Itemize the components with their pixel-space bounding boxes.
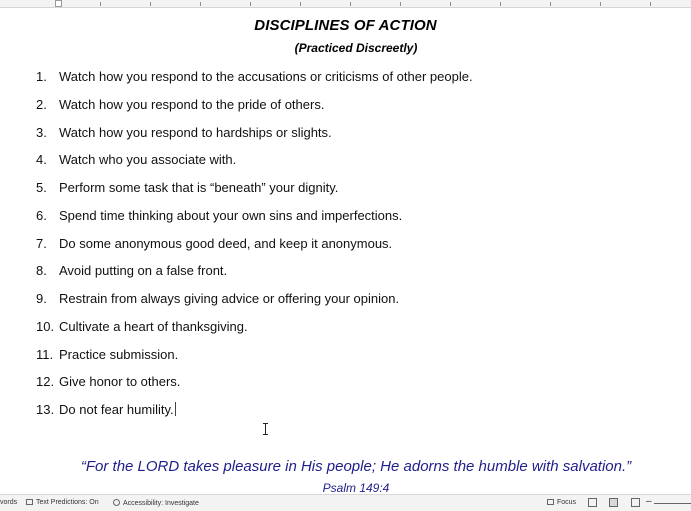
list-item-text: Perform some task that is “beneath” your dignity.: [59, 180, 339, 195]
accessibility-label: Accessibility: Investigate: [123, 500, 199, 507]
list-item-text: Cultivate a heart of thanksgiving.: [59, 318, 248, 334]
document-title: DISCIPLINES OF ACTION: [254, 17, 437, 34]
ruler: [0, 0, 691, 8]
list-item[interactable]: [36, 180, 473, 208]
text-predictions-status[interactable]: [26, 499, 99, 506]
list-item[interactable]: [36, 125, 473, 153]
ruler-tick: [150, 2, 151, 6]
list-item[interactable]: [36, 69, 473, 97]
list-item-number: 8.: [36, 263, 47, 279]
text-predictions-label: Text Predictions: On: [36, 499, 99, 506]
ruler-tick: [250, 2, 251, 6]
list-item[interactable]: [36, 263, 473, 291]
list-item-number: 13.: [36, 402, 55, 417]
text-caret: [175, 402, 176, 416]
list-item-number: 12.: [36, 374, 55, 390]
ibeam-cursor-icon: [262, 423, 270, 435]
ruler-tick: [300, 2, 301, 6]
list-item[interactable]: [36, 208, 473, 236]
list-item-number: 3.: [36, 124, 47, 140]
ruler-tick: [400, 2, 401, 6]
list-item-number: 11.: [36, 346, 54, 362]
list-item[interactable]: [36, 347, 473, 375]
list-item-text: Watch how you respond to hardships or slights.: [59, 124, 332, 140]
web-layout-view-button[interactable]: [631, 498, 640, 507]
zoom-out-button[interactable]: –: [646, 496, 652, 507]
list-item-text: Watch who you associate with.: [59, 152, 237, 168]
list-item-number: 5.: [36, 180, 47, 195]
list-item-text: Do not fear humility.: [59, 402, 174, 417]
accessibility-status[interactable]: [113, 499, 199, 507]
list-item[interactable]: [36, 152, 473, 180]
focus-icon: [547, 499, 554, 505]
list-item-text: Watch how you respond to the pride of others.: [59, 96, 325, 112]
ruler-tick: [600, 2, 601, 6]
list-item[interactable]: [36, 319, 473, 347]
list-item-number: 7.: [36, 235, 47, 251]
text-predictions-icon: [26, 499, 33, 505]
list-item-number: 6.: [36, 207, 47, 223]
list-item-number: 1.: [36, 69, 47, 84]
focus-mode-button[interactable]: [547, 499, 576, 506]
document-page[interactable]: [0, 8, 691, 494]
list-item-text: Restrain from always giving advice or offering your opinion.: [59, 291, 400, 306]
list-item-number: 2.: [36, 96, 47, 112]
list-item-text: Watch how you respond to the accusations or criticisms of other people.: [59, 69, 473, 84]
list-item-number: 4.: [36, 152, 47, 168]
ruler-tick: [200, 2, 201, 6]
list-item-number: 10.: [36, 318, 55, 334]
list-item[interactable]: [36, 374, 473, 402]
scripture-reference: Psalm 149:4: [322, 481, 390, 494]
ruler-tick: [350, 2, 351, 6]
ruler-tick: [650, 2, 651, 6]
ruler-tick: [500, 2, 501, 6]
list-item-text: Practice submission.: [59, 346, 179, 362]
document-subtitle: (Practiced Discreetly): [294, 41, 418, 55]
print-layout-view-button[interactable]: [609, 498, 618, 507]
ruler-tick: [450, 2, 451, 6]
focus-label: Focus: [557, 499, 577, 506]
list-item-text: Spend time thinking about your own sins and imperfections.: [59, 207, 403, 223]
ruler-tick: [550, 2, 551, 6]
disciplines-list: [36, 69, 473, 430]
list-item-text: Do some anonymous good deed, and keep it anonymous.: [59, 235, 393, 251]
ruler-tick: [100, 2, 101, 6]
list-item[interactable]: [36, 402, 473, 430]
accessibility-icon: [113, 499, 120, 506]
scripture-quote: “For the LORD takes pleasure in His people; He adorns the humble with salvation.”: [80, 458, 632, 475]
word-count[interactable]: vords: [0, 499, 18, 506]
read-mode-view-button[interactable]: [588, 498, 597, 507]
list-item[interactable]: [36, 291, 473, 319]
indent-marker[interactable]: [55, 0, 62, 7]
list-item[interactable]: [36, 236, 473, 264]
zoom-slider[interactable]: [654, 503, 691, 504]
status-bar: [0, 494, 691, 511]
list-item-text: Give honor to others.: [59, 374, 181, 390]
list-item-text: Avoid putting on a false front.: [59, 263, 228, 279]
list-item-number: 9.: [36, 291, 47, 306]
list-item[interactable]: [36, 97, 473, 125]
